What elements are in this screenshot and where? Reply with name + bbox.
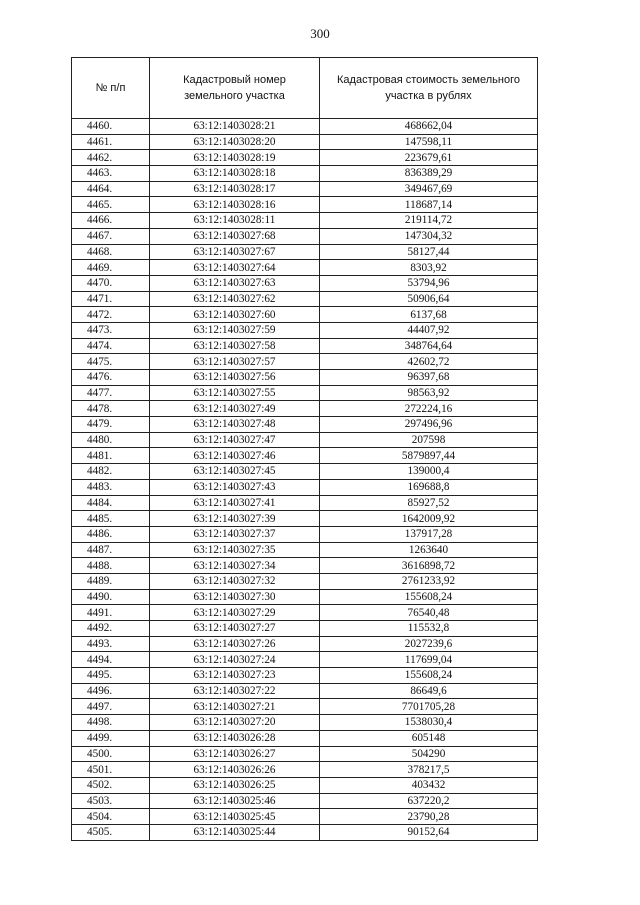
cadastral-value: 90152,64 (320, 824, 538, 840)
row-number: 4461. (72, 134, 150, 150)
cadastral-number: 63:12:1403027:64 (150, 260, 320, 276)
cadastral-number: 63:12:1403027:48 (150, 417, 320, 433)
cadastral-number: 63:12:1403027:37 (150, 526, 320, 542)
table-row (72, 401, 538, 417)
page-number: 300 (310, 26, 330, 41)
table-row (72, 621, 538, 637)
cadastral-number: 63:12:1403027:67 (150, 244, 320, 260)
table-row (72, 777, 538, 793)
table-row (72, 417, 538, 433)
cadastral-number: 63:12:1403027:60 (150, 307, 320, 323)
header-value-label: Кадастровая стоимость земельного участка в рублях (337, 74, 520, 102)
cadastral-number: 63:12:1403027:30 (150, 589, 320, 605)
table-header-row (72, 58, 538, 119)
cadastral-value: 117699,04 (320, 652, 538, 668)
cadastral-value: 147304,32 (320, 228, 538, 244)
row-number: 4499. (72, 730, 150, 746)
row-number: 4491. (72, 605, 150, 621)
header-cadastral-label: Кадастровый номер земельного участка (183, 74, 286, 102)
row-number: 4496. (72, 683, 150, 699)
cadastral-number: 63:12:1403025:44 (150, 824, 320, 840)
cadastral-value: 297496,96 (320, 417, 538, 433)
table-row (72, 824, 538, 840)
cadastral-number: 63:12:1403028:21 (150, 119, 320, 135)
cadastral-number: 63:12:1403027:46 (150, 448, 320, 464)
cadastral-value: 207598 (320, 432, 538, 448)
row-number: 4460. (72, 119, 150, 135)
cadastral-value: 378217,5 (320, 762, 538, 778)
cadastral-number: 63:12:1403028:19 (150, 150, 320, 166)
cadastral-value: 7701705,28 (320, 699, 538, 715)
table-row (72, 150, 538, 166)
cadastral-number: 63:12:1403027:26 (150, 636, 320, 652)
cadastral-number: 63:12:1403027:63 (150, 275, 320, 291)
cadastral-number: 63:12:1403027:41 (150, 495, 320, 511)
cadastral-value: 272224,16 (320, 401, 538, 417)
row-number: 4493. (72, 636, 150, 652)
table-row (72, 511, 538, 527)
cadastral-number: 63:12:1403027:22 (150, 683, 320, 699)
row-number: 4485. (72, 511, 150, 527)
cadastral-number: 63:12:1403027:62 (150, 291, 320, 307)
cadastral-number: 63:12:1403027:57 (150, 354, 320, 370)
table-row (72, 291, 538, 307)
cadastral-value: 44407,92 (320, 322, 538, 338)
cadastral-number: 63:12:1403027:34 (150, 558, 320, 574)
row-number: 4473. (72, 322, 150, 338)
table-row (72, 244, 538, 260)
cadastral-number: 63:12:1403027:49 (150, 401, 320, 417)
header-number-label: № п/п (95, 82, 126, 94)
cadastral-number: 63:12:1403027:20 (150, 715, 320, 731)
cadastral-table (71, 57, 538, 841)
cadastral-number: 63:12:1403027:68 (150, 228, 320, 244)
cadastral-number: 63:12:1403027:47 (150, 432, 320, 448)
table-row (72, 526, 538, 542)
table-row (72, 762, 538, 778)
cadastral-number: 63:12:1403027:27 (150, 621, 320, 637)
cadastral-value: 53794,96 (320, 275, 538, 291)
row-number: 4489. (72, 573, 150, 589)
cadastral-number: 63:12:1403027:45 (150, 464, 320, 480)
row-number: 4476. (72, 370, 150, 386)
cadastral-value: 86649,6 (320, 683, 538, 699)
table-row (72, 542, 538, 558)
cadastral-number: 63:12:1403028:20 (150, 134, 320, 150)
row-number: 4464. (72, 181, 150, 197)
cadastral-value: 76540,48 (320, 605, 538, 621)
row-number: 4486. (72, 526, 150, 542)
cadastral-value: 50906,64 (320, 291, 538, 307)
cadastral-value: 137917,28 (320, 526, 538, 542)
cadastral-value: 155608,24 (320, 589, 538, 605)
row-number: 4481. (72, 448, 150, 464)
cadastral-number: 63:12:1403026:25 (150, 777, 320, 793)
row-number: 4466. (72, 213, 150, 229)
cadastral-value: 219114,72 (320, 213, 538, 229)
cadastral-value: 118687,14 (320, 197, 538, 213)
cadastral-number: 63:12:1403026:26 (150, 762, 320, 778)
row-number: 4500. (72, 746, 150, 762)
row-number: 4465. (72, 197, 150, 213)
cadastral-value: 115532,8 (320, 621, 538, 637)
table-row (72, 715, 538, 731)
table-row (72, 448, 538, 464)
row-number: 4501. (72, 762, 150, 778)
cadastral-number: 63:12:1403028:16 (150, 197, 320, 213)
table-body (72, 119, 538, 841)
table-row (72, 385, 538, 401)
header-value (320, 58, 538, 119)
cadastral-value: 58127,44 (320, 244, 538, 260)
row-number: 4472. (72, 307, 150, 323)
header-cadastral (150, 58, 320, 119)
table-row (72, 746, 538, 762)
cadastral-number: 63:12:1403028:11 (150, 213, 320, 229)
cadastral-value: 2027239,6 (320, 636, 538, 652)
cadastral-value: 42602,72 (320, 354, 538, 370)
cadastral-number: 63:12:1403027:55 (150, 385, 320, 401)
cadastral-number: 63:12:1403028:17 (150, 181, 320, 197)
cadastral-value: 85927,52 (320, 495, 538, 511)
table-row (72, 119, 538, 135)
table-row (72, 432, 538, 448)
cadastral-number: 63:12:1403027:32 (150, 573, 320, 589)
cadastral-value: 6137,68 (320, 307, 538, 323)
table-row (72, 573, 538, 589)
cadastral-value: 223679,61 (320, 150, 538, 166)
table-row (72, 197, 538, 213)
row-number: 4498. (72, 715, 150, 731)
cadastral-value: 169688,8 (320, 479, 538, 495)
row-number: 4463. (72, 166, 150, 182)
cadastral-value: 1538030,4 (320, 715, 538, 731)
cadastral-number: 63:12:1403027:43 (150, 479, 320, 495)
cadastral-number: 63:12:1403026:28 (150, 730, 320, 746)
row-number: 4477. (72, 385, 150, 401)
row-number: 4495. (72, 668, 150, 684)
row-number: 4488. (72, 558, 150, 574)
row-number: 4468. (72, 244, 150, 260)
cadastral-number: 63:12:1403027:58 (150, 338, 320, 354)
row-number: 4479. (72, 417, 150, 433)
row-number: 4462. (72, 150, 150, 166)
table-row (72, 683, 538, 699)
cadastral-value: 5879897,44 (320, 448, 538, 464)
cadastral-value: 8303,92 (320, 260, 538, 276)
row-number: 4505. (72, 824, 150, 840)
table-row (72, 495, 538, 511)
row-number: 4469. (72, 260, 150, 276)
cadastral-number: 63:12:1403027:24 (150, 652, 320, 668)
table-row (72, 479, 538, 495)
row-number: 4502. (72, 777, 150, 793)
cadastral-number: 63:12:1403025:45 (150, 809, 320, 825)
row-number: 4497. (72, 699, 150, 715)
cadastral-number: 63:12:1403027:21 (150, 699, 320, 715)
cadastral-value: 96397,68 (320, 370, 538, 386)
cadastral-value: 468662,04 (320, 119, 538, 135)
cadastral-value: 504290 (320, 746, 538, 762)
row-number: 4504. (72, 809, 150, 825)
cadastral-number: 63:12:1403028:18 (150, 166, 320, 182)
table-row (72, 793, 538, 809)
table-row (72, 558, 538, 574)
table-row (72, 307, 538, 323)
row-number: 4503. (72, 793, 150, 809)
cadastral-value: 155608,24 (320, 668, 538, 684)
row-number: 4470. (72, 275, 150, 291)
table-row (72, 322, 538, 338)
table-row (72, 605, 538, 621)
table-row (72, 809, 538, 825)
cadastral-value: 139000,4 (320, 464, 538, 480)
row-number: 4478. (72, 401, 150, 417)
cadastral-value: 348764,64 (320, 338, 538, 354)
table-row (72, 134, 538, 150)
row-number: 4480. (72, 432, 150, 448)
cadastral-value: 98563,92 (320, 385, 538, 401)
cadastral-number: 63:12:1403027:23 (150, 668, 320, 684)
table-row (72, 228, 538, 244)
row-number: 4492. (72, 621, 150, 637)
cadastral-value: 1642009,92 (320, 511, 538, 527)
row-number: 4494. (72, 652, 150, 668)
cadastral-value: 3616898,72 (320, 558, 538, 574)
table-row (72, 354, 538, 370)
cadastral-number: 63:12:1403027:35 (150, 542, 320, 558)
cadastral-number: 63:12:1403027:39 (150, 511, 320, 527)
row-number: 4471. (72, 291, 150, 307)
row-number: 4467. (72, 228, 150, 244)
table-row (72, 636, 538, 652)
table-row (72, 464, 538, 480)
cadastral-number: 63:12:1403027:56 (150, 370, 320, 386)
cadastral-value: 1263640 (320, 542, 538, 558)
table-row (72, 181, 538, 197)
cadastral-number: 63:12:1403027:29 (150, 605, 320, 621)
table-row (72, 338, 538, 354)
cadastral-value: 403432 (320, 777, 538, 793)
row-number: 4475. (72, 354, 150, 370)
table-row (72, 166, 538, 182)
header-number (72, 58, 150, 119)
table-row (72, 668, 538, 684)
cadastral-value: 23790,28 (320, 809, 538, 825)
table-row (72, 213, 538, 229)
row-number: 4474. (72, 338, 150, 354)
cadastral-value: 147598,11 (320, 134, 538, 150)
table-row (72, 730, 538, 746)
row-number: 4490. (72, 589, 150, 605)
row-number: 4483. (72, 479, 150, 495)
cadastral-value: 637220,2 (320, 793, 538, 809)
row-number: 4482. (72, 464, 150, 480)
table-row (72, 699, 538, 715)
table-row (72, 260, 538, 276)
cadastral-value: 349467,69 (320, 181, 538, 197)
cadastral-number: 63:12:1403027:59 (150, 322, 320, 338)
cadastral-value: 2761233,92 (320, 573, 538, 589)
cadastral-value: 605148 (320, 730, 538, 746)
cadastral-value: 836389,29 (320, 166, 538, 182)
cadastral-number: 63:12:1403025:46 (150, 793, 320, 809)
row-number: 4487. (72, 542, 150, 558)
table-row (72, 652, 538, 668)
cadastral-number: 63:12:1403026:27 (150, 746, 320, 762)
table-row (72, 589, 538, 605)
table-row (72, 370, 538, 386)
table-row (72, 275, 538, 291)
row-number: 4484. (72, 495, 150, 511)
